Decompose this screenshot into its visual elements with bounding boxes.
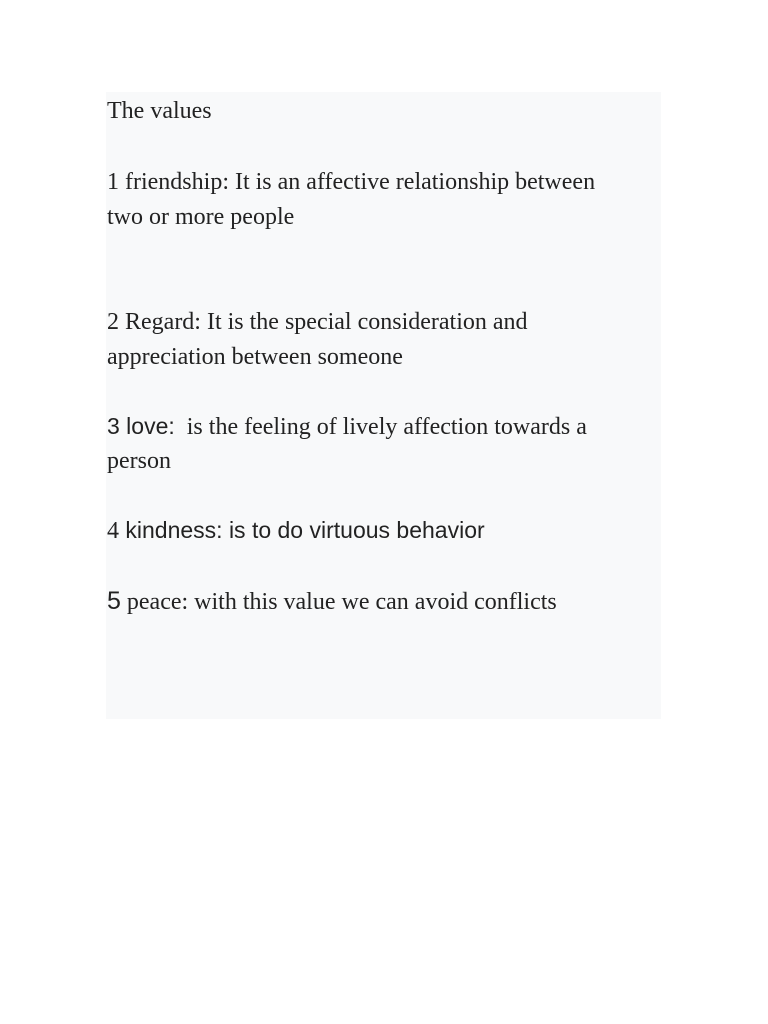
value-item-love-text: is the feeling of lively affection towards a	[174, 414, 587, 440]
value-item-kindness-text: kindness: is to do virtuous behavior	[119, 517, 485, 543]
value-item-regard-line-2: appreciation between someone	[107, 344, 403, 370]
document-page	[106, 92, 661, 719]
document-title: The values	[107, 98, 212, 124]
value-item-friendship-line-2: two or more people	[107, 204, 295, 230]
value-item-love-label: 3 love:	[107, 413, 175, 439]
value-item-love-line-1	[107, 409, 587, 444]
value-item-kindness	[107, 513, 485, 548]
value-item-love-line-2: person	[107, 448, 171, 474]
value-item-kindness-number: 4	[107, 518, 119, 544]
value-item-peace-number: 5	[107, 587, 121, 615]
value-item-peace	[107, 584, 557, 619]
value-item-peace-text: peace: with this value we can avoid conflicts	[120, 589, 557, 615]
value-item-regard-line-1: 2 Regard: It is the special consideration and	[107, 309, 528, 335]
value-item-friendship-line-1: 1 friendship: It is an affective relationship between	[107, 169, 596, 195]
